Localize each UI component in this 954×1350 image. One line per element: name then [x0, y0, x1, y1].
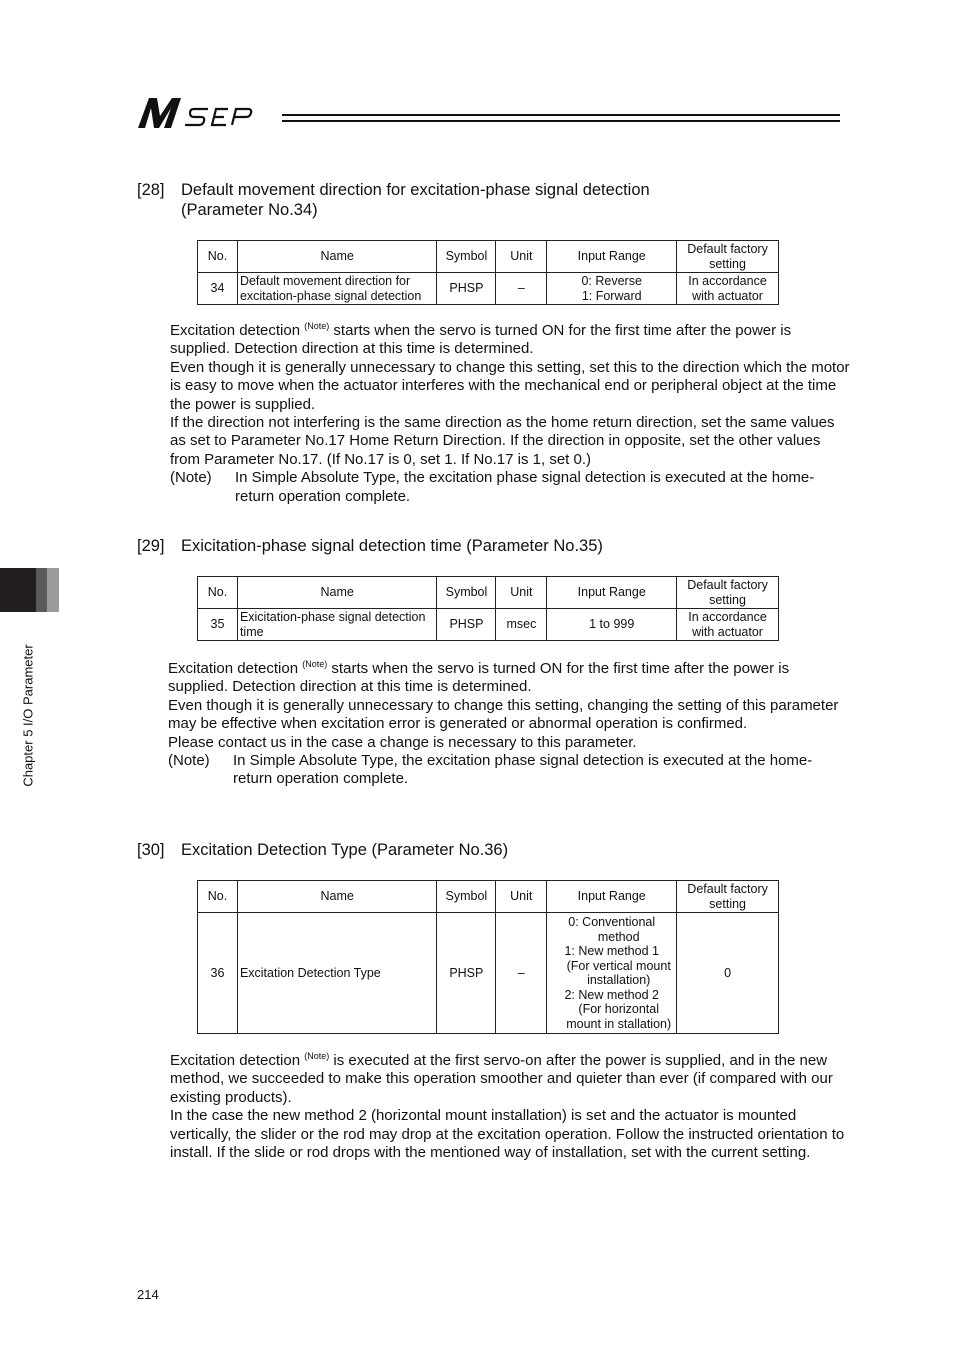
paragraph: Excitation detection $^{(Note)}$ is executed at the first servo-on after the power is supplied, and in the new method, we succeeded to make this operation smoother and quieter than ever (if compared with our existing products). — [170, 1051, 833, 1106]
section-28-heading — [137, 180, 837, 222]
header-input-range: Input Range — [547, 577, 677, 609]
chapter-tab-mid — [36, 568, 47, 612]
header-rule — [282, 114, 840, 123]
header-unit: Unit — [496, 577, 547, 609]
range-line: installation) — [587, 973, 651, 987]
range-line: (For vertical mount — [566, 958, 671, 973]
header-unit: Unit — [496, 881, 547, 913]
header-no: No. — [198, 577, 238, 609]
paragraph: Excitation detection $^{(Note)}$ starts when the servo is turned ON for the first time after the power is supplied. Detection direction at this time is determined. — [168, 659, 790, 696]
header-no: No. — [198, 881, 238, 913]
table-row — [198, 609, 779, 641]
section-title: Default movement direction for excitation-phase signal detection — [181, 181, 650, 199]
cell-no: 36 — [198, 913, 238, 1034]
header-name: Name — [237, 241, 437, 273]
header-default: Default factory setting — [677, 241, 779, 273]
cell-symbol: PHSP — [437, 609, 496, 641]
note-text: In Simple Absolute Type, the excitation phase signal detection is executed at the home-return operation complete. — [233, 752, 813, 788]
cell-default: In accordance with actuator — [677, 609, 779, 641]
section-30-body — [170, 1052, 850, 1162]
cell-name: Exicitation-phase signal detection time — [237, 609, 437, 641]
cell-default: In accordance with actuator — [677, 273, 779, 305]
section-30-heading — [137, 840, 837, 862]
header-default: Default factory setting — [677, 881, 779, 913]
msep-logo — [138, 94, 278, 130]
cell-unit: – — [496, 913, 547, 1034]
cell-default: 0 — [677, 913, 779, 1034]
cell-name: Default movement direction for excitation-phase signal detection — [237, 273, 437, 305]
section-29-heading — [137, 536, 837, 558]
note-label: (Note) — [168, 752, 210, 770]
range-line: (For horizontal — [578, 1002, 659, 1016]
paragraph: In the case the new method 2 (horizontal mount installation) is set and the actuator is mounted vertically, the slider or the rod may drop at the excitation operation. Follow the instructed orientation to install. If the slide or rod drops with the mentioned way of installation, set with the current setting. — [170, 1107, 845, 1162]
parameter-table-34 — [197, 240, 779, 305]
note-superscript: (Note) — [304, 1051, 330, 1061]
table-header-row — [198, 881, 779, 913]
cell-symbol: PHSP — [437, 913, 496, 1034]
section-title: Exicitation-phase signal detection time (Parameter No.35) — [181, 537, 603, 555]
table-row — [198, 273, 779, 305]
cell-name: Excitation Detection Type — [237, 913, 436, 1034]
paragraph: Excitation detection $^{(Note)}$ starts when the servo is turned ON for the first time after the power is supplied. Detection direction at this time is determined. — [170, 321, 792, 358]
header-symbol: Symbol — [437, 241, 496, 273]
note-superscript: (Note) — [304, 321, 330, 331]
section-28-body — [170, 322, 850, 506]
table-row — [198, 913, 779, 1034]
header-no: No. — [198, 241, 238, 273]
cell-unit: – — [496, 273, 547, 305]
cell-symbol: PHSP — [437, 273, 496, 305]
header-symbol: Symbol — [437, 577, 496, 609]
range-line: 2: New method 2 — [564, 987, 659, 1002]
paragraph: Even though it is generally unnecessary to change this setting, changing the setting of this parameter may be effective when excitation error is generated or abnormal operation is confirmed. — [168, 696, 839, 733]
cell-no: 35 — [198, 609, 238, 641]
note — [168, 752, 848, 789]
table-header-row — [198, 577, 779, 609]
range-line: 0: Reverse — [581, 274, 642, 288]
range-line: 1: New method 1 — [564, 944, 659, 958]
range-line: method — [597, 929, 640, 944]
header-symbol: Symbol — [437, 881, 496, 913]
note — [170, 469, 850, 506]
parameter-table-36 — [197, 880, 779, 1034]
paragraph: If the direction not interfering is the same direction as the home return direction, set the same values as set to Parameter No.17 Home Return Direction. If the direction in opposite, set the other values from Parameter No.17. (If No.17 is 0, set 1. If No.17 is 1, set 0.) — [170, 414, 835, 468]
header-name: Name — [237, 881, 436, 913]
range-line: 0: Conventional — [568, 915, 656, 929]
chapter-label — [18, 628, 36, 808]
cell-input-range — [547, 913, 677, 1034]
note-label: (Note) — [170, 469, 212, 487]
section-title-line2: (Parameter No.34) — [181, 201, 318, 219]
parameter-table-35 — [197, 576, 779, 641]
range-line: mount in stallation) — [566, 1016, 672, 1031]
chapter-label-text: Chapter 5 I/O Parameter — [20, 644, 36, 787]
page-number: 214 — [137, 1287, 159, 1302]
range-line: 1: Forward — [581, 288, 642, 303]
header-default: Default factory setting — [677, 577, 779, 609]
cell-unit: msec — [496, 609, 547, 641]
note-superscript: (Note) — [302, 659, 328, 669]
chapter-tab-dark — [0, 568, 36, 612]
section-number: [30] — [137, 841, 165, 859]
paragraph: Please contact us in the case a change is necessary to this parameter. — [168, 733, 637, 751]
paragraph: Even though it is generally unnecessary to change this setting, set this to the direction which the motor is easy to move when the actuator interferes with the mechanical end or peripheral object at the time the power is supplied. — [170, 358, 850, 413]
header-name: Name — [237, 577, 437, 609]
section-title: Excitation Detection Type (Parameter No.36) — [181, 841, 509, 859]
section-number: [29] — [137, 537, 165, 555]
cell-no: 34 — [198, 273, 238, 305]
chapter-tab-light — [47, 568, 59, 612]
section-29-body — [168, 660, 848, 789]
cell-input-range: 1 to 999 — [547, 609, 677, 641]
section-number: [28] — [137, 181, 165, 199]
header-input-range: Input Range — [547, 881, 677, 913]
header-input-range: Input Range — [547, 241, 677, 273]
cell-input-range — [547, 273, 677, 305]
note-text: In Simple Absolute Type, the excitation phase signal detection is executed at the home-return operation complete. — [235, 469, 815, 505]
table-header-row — [198, 241, 779, 273]
header-unit: Unit — [496, 241, 547, 273]
